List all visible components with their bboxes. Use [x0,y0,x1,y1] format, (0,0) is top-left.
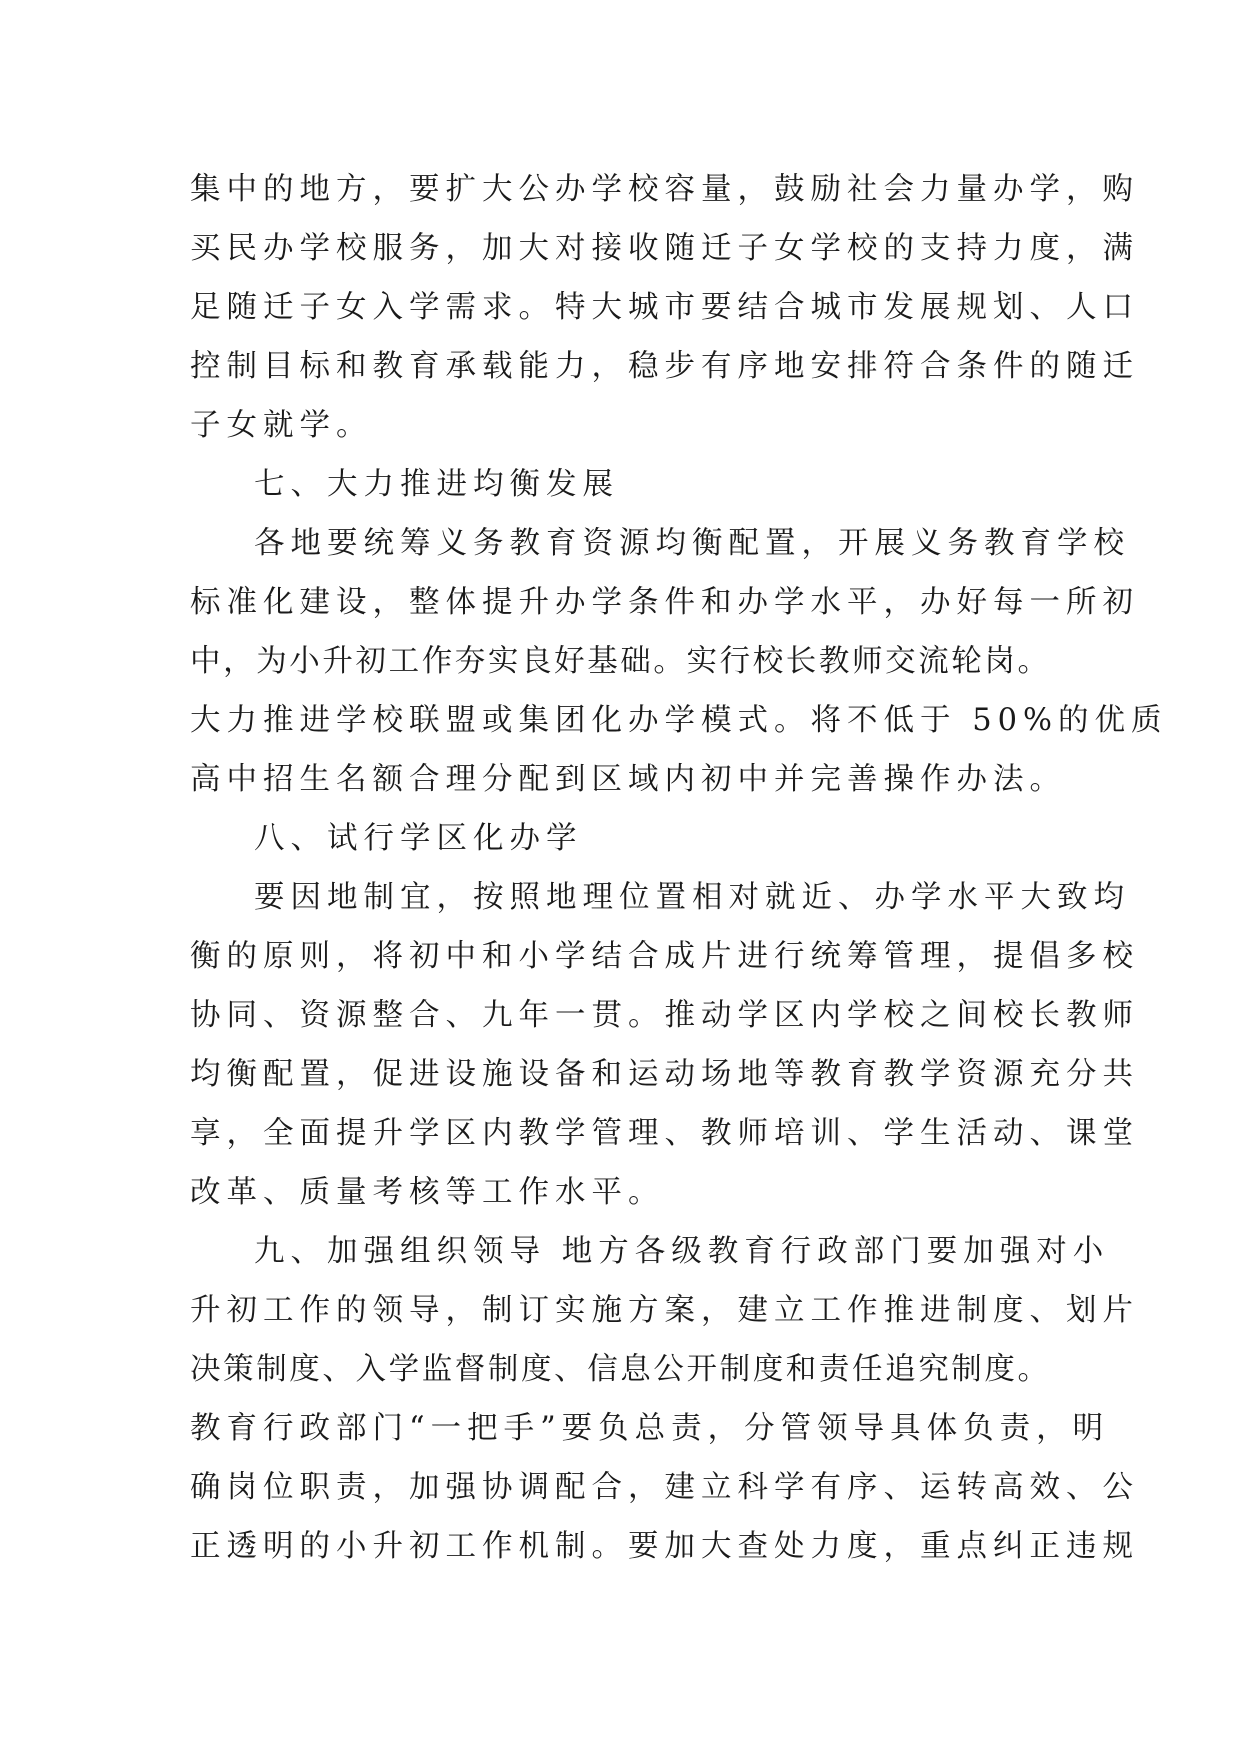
text-line: 中，为小升初工作夯实良好基础。实行校长教师交流轮岗。 [190,644,1051,679]
text-line: 子女就学。 [190,408,373,443]
text-line: 大力推进学校联盟或集团化办学模式。将不低于 50%的优质 [190,703,1168,738]
text-line: 享，全面提升学区内教学管理、教师培训、学生活动、课堂 [190,1116,1139,1151]
text-line: 标准化建设，整体提升办学条件和办学水平，办好每一所初 [190,585,1139,620]
text-line: 买民办学校服务，加大对接收随迁子女学校的支持力度，满 [190,231,1139,266]
text-line: 协同、资源整合、九年一贯。推动学区内学校之间校长教师 [190,998,1139,1033]
text-line: 正透明的小升初工作机制。要加大查处力度，重点纠正违规 [190,1529,1139,1564]
text-line: 要因地制宜，按照地理位置相对就近、办学水平大致均 [254,880,1130,915]
text-line: 均衡配置，促进设施设备和运动场地等教育教学资源充分共 [190,1057,1139,1092]
text-line: 改革、质量考核等工作水平。 [190,1175,665,1210]
section-heading-7: 七、大力推进均衡发展 [254,467,619,502]
text-line: 足随迁子女入学需求。特大城市要结合城市发展规划、人口 [190,290,1139,325]
text-line: 集中的地方，要扩大公办学校容量，鼓励社会力量办学，购 [190,172,1139,207]
text-line: 教育行政部门“一把手”要负总责，分管领导具体负责，明 [190,1411,1110,1446]
text-line: 衡的原则，将初中和小学结合成片进行统筹管理，提倡多校 [190,939,1139,974]
text-line: 升初工作的领导，制订实施方案，建立工作推进制度、划片 [190,1293,1139,1328]
section-heading-9: 九、加强组织领导 地方各级教育行政部门要加强对小 [254,1234,1110,1269]
text-line: 确岗位职责，加强协调配合，建立科学有序、运转高效、公 [190,1470,1139,1505]
text-line: 决策制度、入学监督制度、信息公开制度和责任追究制度。 [190,1352,1051,1387]
text-line: 控制目标和教育承载能力，稳步有序地安排符合条件的随迁 [190,349,1139,384]
text-line: 高中招生名额合理分配到区域内初中并完善操作办法。 [190,762,1066,797]
section-heading-8: 八、试行学区化办学 [254,821,583,856]
text-line: 各地要统筹义务教育资源均衡配置，开展义务教育学校 [254,526,1130,561]
body-text [190,160,1168,1576]
